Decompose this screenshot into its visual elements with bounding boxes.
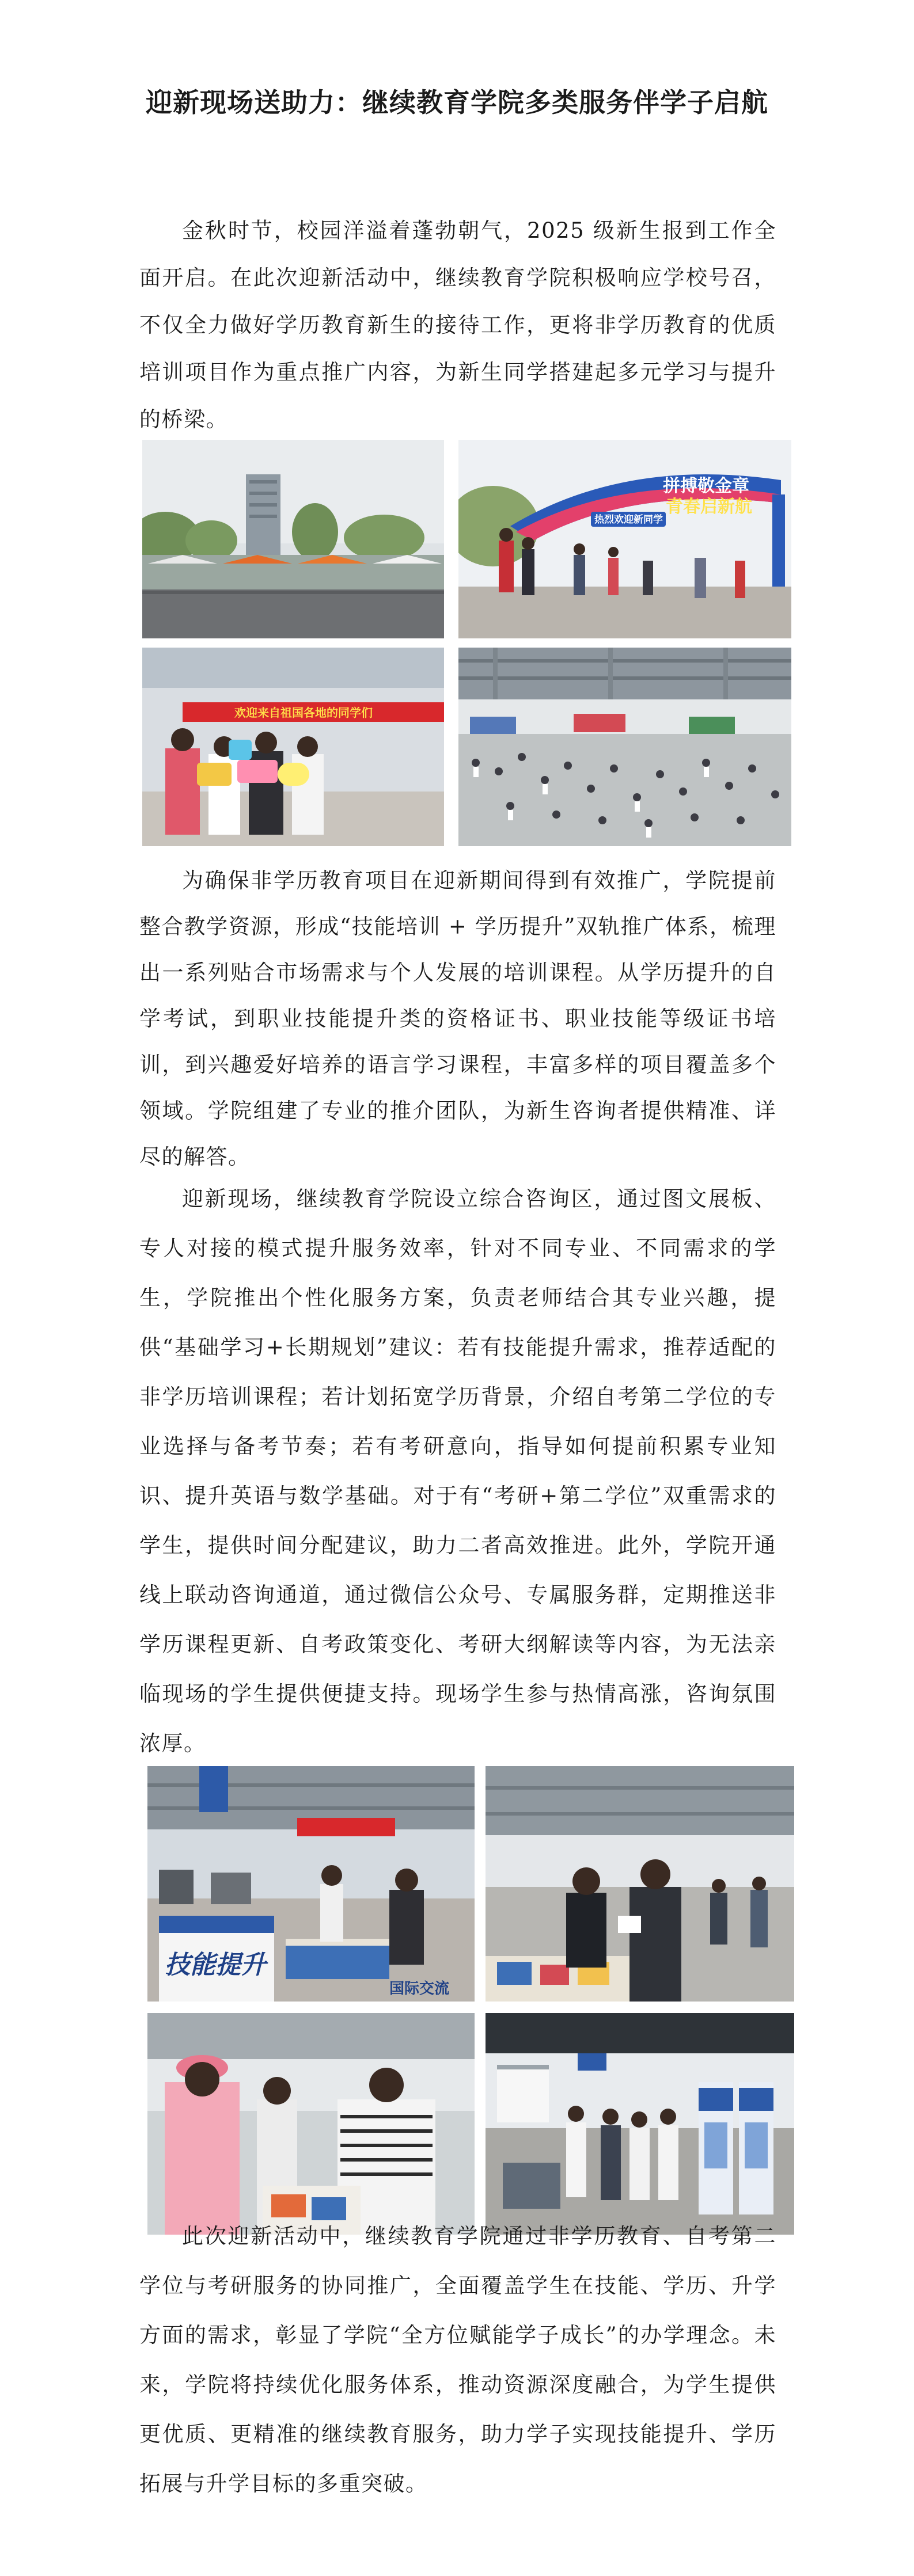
photo-advisor-session-image (486, 1766, 794, 2002)
arch-slogan-line2: 青春启新航 (666, 497, 752, 517)
photo-welcome-arch (458, 440, 791, 638)
photo-students-reading (147, 2013, 475, 2235)
photo-students-reading-image (147, 2013, 475, 2235)
board-title: 技能提升 (165, 1950, 266, 1980)
paragraph-consultation-area: 迎新现场，继续教育学院设立综合咨询区，通过图文展板、专人对接的模式提升服务效率，针对不同专业、不同需求的学生，学院推出个性化服务方案，负责老师结合其专业兴趣，提供“基础学习+长期规划”建议：若有技能提升需求，推荐适配的非学历培训课程；若计划拓宽学历背景，介绍自考第二学位的专业选择与备考节奏；若有考研意向，指导如何提前积累专业知识、提升英语与数学基础。对于有“考研+第二学位”双重需求的学生，提供时间分配建议，助力二者高效推进。此外，学院开通线上联动咨询通道，通过微信公众号、专属服务群，定期推送非学历课程更新、自考政策变化、考研大纲解读等内容，为无法亲临现场的学生提供便捷支持。现场学生参与热情高涨，咨询氛围浓厚。 (139, 1186, 776, 1756)
photo-campus-tents (142, 440, 444, 638)
paragraph-program-promotion: 为确保非学历教育项目在迎新期间得到有效推广，学院提前整合教学资源，形成“技能培训 + 学历提升”双轨推广体系，梳理出一系列贴合市场需求与个人发展的培训课程。从学历提升的自学考试，到职业技能提升类的资格证书、职业技能等级证书培训，到兴趣爱好培养的语言学习课程，丰富多样的项目覆盖多个领域。学院组建了专业的推介团队，为新生咨询者提供精准、详尽的解答。 (139, 868, 776, 1169)
photo-registration-hall (458, 648, 791, 846)
photo-consultation-booth-image (147, 1766, 475, 2002)
photo-registration-hall-image (458, 648, 791, 846)
photo-rollup-banners (486, 2013, 794, 2235)
paragraph-intro: 金秋时节，校园洋溢着蓬勃朝气，2025 级新生报到工作全面开启。在此次迎新活动中，继续教育学院积极响应学校号召，不仅全力做好学历教育新生的接待工作，更将非学历教育的优质培训项目作为重点推广内容，为新生同学搭建起多元学习与提升的桥梁。 (139, 218, 776, 432)
article-title: 迎新现场送助力：继续教育学院多类服务伴学子启航 (146, 87, 768, 118)
photo-rollup-banners-image (486, 2013, 794, 2235)
board-subtitle: 国际交流 (389, 1980, 450, 1997)
photo-advisor-session (486, 1766, 794, 2002)
photo-student-volunteers-image (142, 648, 444, 846)
photo-student-volunteers (142, 648, 444, 846)
arch-badge: 热烈欢迎新同学 (594, 514, 663, 526)
arch-slogan-line1: 拼搏敬金章 (663, 476, 749, 496)
photo-welcome-arch-image (458, 440, 791, 638)
photo-campus-tents-image (142, 440, 444, 638)
photo-consultation-booth (147, 1766, 475, 2002)
paragraph-conclusion: 此次迎新活动中，继续教育学院通过非学历教育、自考第二学位与考研服务的协同推广，全面覆盖学生在技能、学历、升学方面的需求，彰显了学院“全方位赋能学子成长”的办学理念。未来，学院将持续优化服务体系，推动资源深度融合，为学生提供更优质、更精准的继续教育服务，助力学子实现技能提升、学历拓展与升学目标的多重突破。 (139, 2224, 776, 2496)
group-banner-text: 欢迎来自祖国各地的同学们 (234, 706, 373, 720)
